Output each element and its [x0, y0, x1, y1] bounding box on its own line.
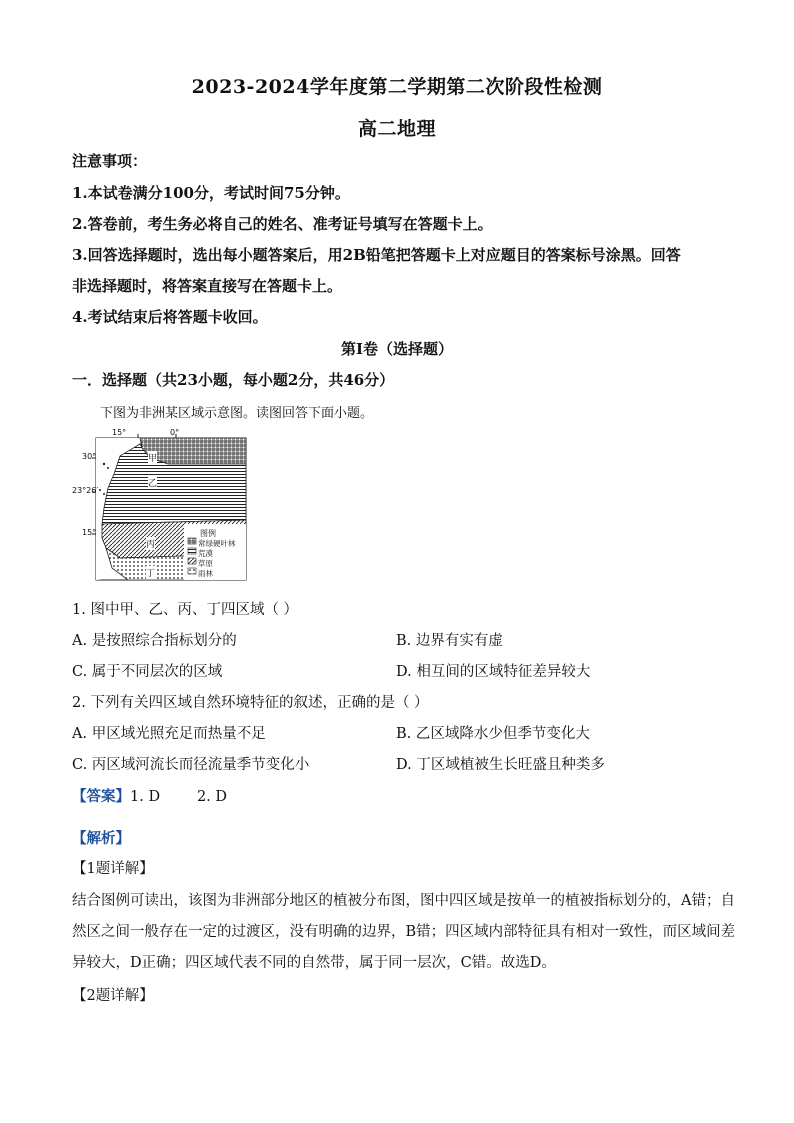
question-1-option-d: D. 相互间的区域特征差异较大 — [396, 664, 591, 680]
answer-label: 【答案】 — [72, 788, 130, 805]
q1-detail-line-3: 异较大，D正确；四区域代表不同的自然带，属于同一层次，C错。故选D。 — [72, 955, 556, 971]
notice-item-3-cont: 非选择题时，将答案直接写在答题卡上。 — [72, 277, 343, 295]
notice-item-2: 2.答卷前，考生务必将自己的姓名、准考证号填写在答题卡上。 — [72, 215, 493, 233]
question-2-option-d: D. 丁区域植被生长旺盛且种类多 — [396, 757, 605, 773]
region-label-jia: 甲 — [148, 451, 157, 464]
question-2-option-a: A. 甲区域光照充足而热量不足 — [72, 726, 266, 742]
question-2-option-c: C. 丙区域河流长而径流量季节变化小 — [72, 757, 310, 773]
q1-detail-heading: 【1题详解】 — [72, 861, 154, 877]
exam-subject: 高二地理 — [357, 118, 436, 140]
region-label-ding: 丁 — [146, 566, 155, 579]
question-1-option-c: C. 属于不同层次的区域 — [72, 664, 223, 680]
legend-item-desert: 荒漠 — [198, 549, 213, 558]
lat-label-30: 30° — [82, 452, 97, 461]
q1-detail-line-2: 然区之间一般存在一定的过渡区，没有明确的边界，B错；四区域内部特征具有相对一致性，而区域间差 — [72, 924, 736, 940]
notice-item-1: 1.本试卷满分100分，考试时间75分钟。 — [72, 184, 350, 202]
volume-heading: 第Ⅰ卷（选择题） — [340, 340, 454, 358]
q2-detail-heading: 【2题详解】 — [72, 988, 154, 1004]
region-label-yi: 乙 — [148, 476, 157, 489]
legend-item-hardleaf: 常绿硬叶林 — [198, 539, 236, 548]
lon-label-15: 15° — [112, 428, 127, 437]
legend-title: 图例 — [200, 529, 216, 538]
legend-item-grassland: 草原 — [198, 559, 213, 568]
analysis-label: 【解析】 — [72, 830, 130, 847]
africa-vegetation-map — [80, 428, 250, 584]
answer-text: 1. D 2. D — [130, 789, 228, 805]
notice-item-3: 3.回答选择题时，选出每小题答案后，用2B铅笔把答题卡上对应题目的答案标号涂黑。回答 — [72, 246, 681, 264]
notice-item-4: 4.考试结束后将答题卡收回。 — [72, 308, 268, 326]
q1-detail-line-1: 结合图例可读出，该图为非洲部分地区的植被分布图，图中四区域是按单一的植被指标划分的，A错；自 — [72, 893, 735, 909]
question-1-option-b: B. 边界有实有虚 — [396, 633, 503, 649]
exam-title: 2023-2024学年度第二学期第二次阶段性检测 — [191, 76, 603, 98]
question-2-option-b: B. 乙区域降水少但季节变化大 — [396, 726, 590, 742]
answer-line — [72, 785, 227, 806]
map-intro: 下图为非洲某区域示意图。读图回答下面小题。 — [100, 406, 374, 421]
lon-label-0: 0° — [170, 428, 180, 437]
question-2-stem: 2. 下列有关四区域自然环境特征的叙述，正确的是（ ） — [72, 695, 429, 711]
question-1-option-a: A. 是按照综合指标划分的 — [72, 633, 237, 649]
part-heading: 一．选择题（共23小题，每小题2分，共46分） — [72, 371, 395, 389]
notice-heading: 注意事项： — [72, 152, 148, 170]
lat-label-15: 15° — [82, 528, 97, 537]
lat-label-tropic: 23°26′ — [72, 486, 99, 495]
question-1-stem: 1. 图中甲、乙、丙、丁四区域（ ） — [72, 602, 299, 618]
region-label-bing: 丙 — [146, 537, 155, 550]
legend-item-rainforest: 雨林 — [198, 569, 213, 578]
